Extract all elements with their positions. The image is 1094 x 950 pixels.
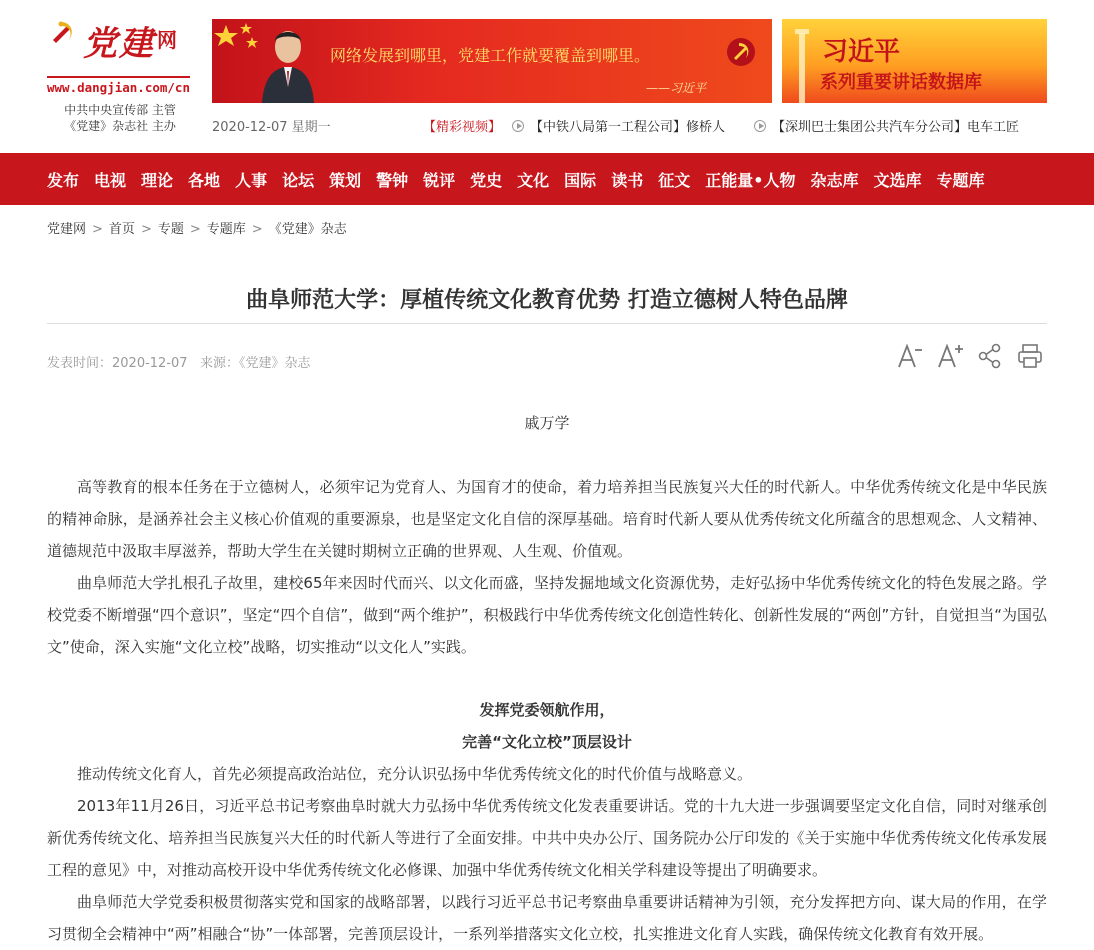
print-icon[interactable] — [1016, 342, 1044, 370]
breadcrumb-link[interactable]: 专题 — [157, 222, 184, 237]
paragraph: 曲阜师范大学党委积极贯彻落实党和国家的战略部署，以践行习近平总书记考察曲阜重要讲话精神为引领，充分发挥把方向、谋大局的作用，在学习贯彻全会精神中“两”相融合“协”一体部署，完善顶层设计，一系列举措落实文化立校，扎实推进文化育人实践，确保传统文化教育有效开展。 — [47, 893, 1047, 943]
breadcrumb-link[interactable]: 党建网 — [47, 222, 87, 237]
paragraph: 2013年11月26日，习近平总书记考察曲阜时就大力弘扬中华优秀传统文化发表重要讲话。党的十九大进一步强调要坚定文化自信，同时对继承创新优秀传统文化、培养担当民族复兴大任的时代新人等进行了全面安排。中共中央办公厅、国务院办公厅印发的《关于实施中华优秀传统文化传承发展工程的意见》中，对推动高校开设中华优秀传统文化必修课、加强中华优秀传统文化相关学科建设等提出了明确要求。 — [47, 797, 1047, 879]
sponsor-line-1: 中共中央宣传部 主管 — [64, 103, 176, 117]
nav-item[interactable]: 党史 — [470, 170, 503, 190]
nav-item[interactable]: 锐评 — [423, 170, 456, 190]
breadcrumb: 党建网 > 首页 > 专题 > 专题库 > 《党建》杂志 — [47, 222, 347, 237]
nav-item[interactable]: 警钟 — [376, 170, 409, 190]
banner-title: 习近平 — [822, 37, 901, 67]
nav-item[interactable]: 读书 — [611, 170, 644, 190]
font-increase-icon[interactable] — [936, 342, 964, 370]
nav-item[interactable]: 电视 — [94, 170, 127, 190]
font-decrease-icon[interactable] — [896, 342, 924, 370]
party-emblem-icon — [726, 37, 756, 67]
article-tools — [896, 342, 1046, 370]
nav-item[interactable]: 征文 — [658, 170, 691, 190]
banner-signature: ——习近平 — [646, 81, 707, 95]
play-icon — [512, 120, 524, 132]
source-label: 来源： — [199, 356, 239, 371]
nav-item[interactable]: 论坛 — [282, 170, 315, 190]
article-body — [47, 471, 1047, 950]
video-section-label[interactable]: 【精彩视频】 — [423, 120, 502, 135]
video-link[interactable] — [512, 116, 725, 135]
nav-item[interactable]: 文化 — [517, 170, 550, 190]
paragraph: 推动传统文化育人，首先必须提高政治站位，充分认识弘扬中华优秀传统文化的时代价值与战略意义。 — [77, 765, 753, 783]
video-link-text: 【深圳巴士集团公共汽车分公司】电车工匠 — [772, 120, 1020, 135]
publish-date: 2020-12-07 — [112, 356, 188, 371]
current-date: 2020-12-07 星期一 — [212, 120, 331, 135]
video-link[interactable] — [754, 116, 1019, 135]
logo-url: www.dangjian.com/cn — [47, 76, 190, 95]
portrait-image — [256, 23, 320, 103]
banner-slogan: 网络发展到哪里，党建工作就要覆盖到哪里。 — [330, 46, 651, 65]
main-nav — [0, 153, 1094, 205]
logo-wordmark: 党建 $^网$ — [83, 24, 179, 64]
nav-item[interactable]: 正能量•人物 — [705, 170, 796, 190]
sponsor-line-2: 《党建》杂志社 主办 — [64, 119, 176, 133]
nav-item[interactable]: 各地 — [188, 170, 221, 190]
title-divider — [47, 323, 1047, 324]
source-name: 《党建》杂志 — [239, 356, 311, 371]
breadcrumb-link[interactable]: 首页 — [108, 222, 135, 237]
site-logo[interactable] — [47, 16, 192, 136]
nav-item[interactable]: 杂志库 — [810, 170, 859, 190]
speech-database-banner[interactable] — [782, 19, 1047, 103]
sponsor-info — [61, 102, 179, 134]
nav-item[interactable]: 发布 — [47, 170, 80, 190]
section-heading: 完善“文化立校”顶层设计 — [462, 733, 632, 751]
share-icon[interactable] — [976, 342, 1004, 370]
nav-item[interactable]: 策划 — [329, 170, 362, 190]
paragraph: 高等教育的根本任务在于立德树人，必须牢记为党育人、为国育才的使命，着力培养担当民族复兴大任的时代新人。中华优秀传统文化是中华民族的精神命脉，是涵养社会主义核心价值观的重要源泉，也是坚定文化自信的深厚基础。培育时代新人要从优秀传统文化所蕴含的思想观念、人文精神、道德规范中汲取丰厚滋养，帮助大学生在关键时期树立正确的世界观、人生观、价值观。 — [47, 478, 1047, 560]
banner-subtitle: 系列重要讲话数据库 — [820, 72, 982, 93]
nav-item[interactable]: 文选库 — [873, 170, 922, 190]
article-author: 戚万学 — [524, 414, 570, 432]
party-emblem-icon — [47, 18, 77, 48]
nav-item[interactable]: 理论 — [141, 170, 174, 190]
breadcrumb-link[interactable]: 《党建》杂志 — [268, 222, 347, 237]
video-link-text: 【中铁八局第一工程公司】修桥人 — [530, 120, 726, 135]
paragraph: 曲阜师范大学扎根孔子故里，建校65年来因时代而兴、以文化而盛，坚持发掘地域文化资源优势，走好弘扬中华优秀传统文化的特色发展之路。学校党委不断增强“四个意识”，坚定“四个自信”，做到“两个维护”，积极践行中华优秀传统文化创造性转化、创新性发展的“两创”方针，自觉担当“为国弘文”使命，深入实施“文化立校”战略，切实推动“以文化人”实践。 — [47, 574, 1047, 656]
section-heading: 发挥党委领航作用， — [479, 701, 615, 719]
nav-item[interactable]: 人事 — [235, 170, 268, 190]
article-meta — [47, 352, 311, 371]
play-icon — [754, 120, 766, 132]
nav-item[interactable]: 专题库 — [936, 170, 985, 190]
breadcrumb-link[interactable]: 专题库 — [206, 222, 246, 237]
nav-item[interactable]: 国际 — [564, 170, 597, 190]
pillar-icon — [792, 25, 812, 103]
publish-label: 发表时间： — [47, 356, 113, 371]
slogan-banner[interactable] — [212, 19, 772, 103]
article-title: 曲阜师范大学：厚植传统文化教育优势 打造立德树人特色品牌 — [246, 288, 848, 313]
